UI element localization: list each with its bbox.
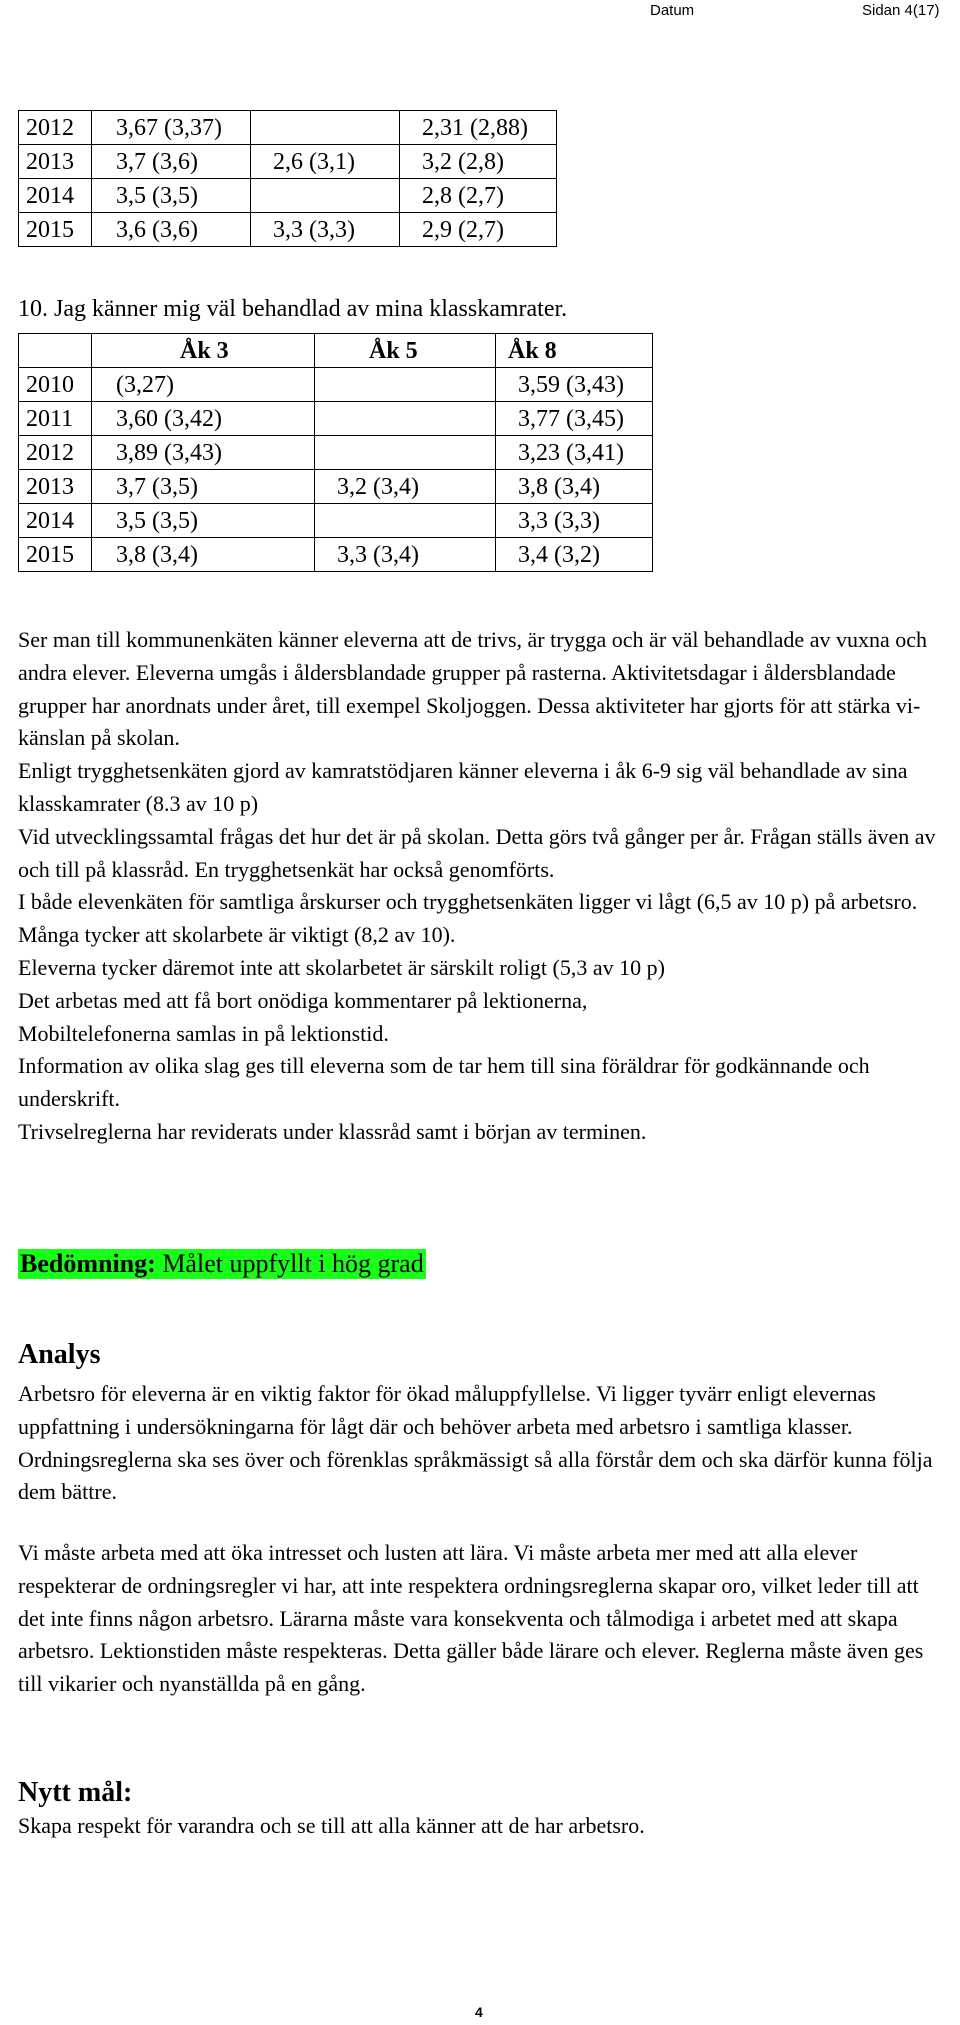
table-cell: 3,7 (3,5) bbox=[92, 470, 315, 504]
table-cell: 3,3 (3,3) bbox=[251, 213, 400, 247]
table-row bbox=[19, 436, 653, 470]
paragraph: Det arbetas med att få bort onödiga kommentarer på lektionerna, bbox=[18, 987, 588, 1013]
table-row bbox=[19, 179, 557, 213]
table-cell: 2,31 (2,88) bbox=[400, 111, 557, 145]
table-cell-year: 2011 bbox=[19, 402, 92, 436]
page-number: 4 bbox=[475, 2004, 483, 2020]
table-cell bbox=[315, 504, 496, 538]
nytt-mal-heading: Nytt mål: bbox=[18, 1777, 133, 1808]
table-row bbox=[19, 470, 653, 504]
table-header-cell: Åk 5 bbox=[315, 334, 496, 368]
assessment-highlight bbox=[18, 1249, 426, 1279]
table-cell-year: 2014 bbox=[19, 504, 92, 538]
table-cell: 3,2 (2,8) bbox=[400, 145, 557, 179]
table-cell: 3,6 (3,6) bbox=[92, 213, 251, 247]
table-cell: 3,89 (3,43) bbox=[92, 436, 315, 470]
paragraph: Trivselreglerna har reviderats under klassråd samt i början av terminen. bbox=[18, 1118, 647, 1144]
table-cell: (3,27) bbox=[92, 368, 315, 402]
table-cell: 3,5 (3,5) bbox=[92, 179, 251, 213]
table-cell: 3,60 (3,42) bbox=[92, 402, 315, 436]
question-10: 10. Jag känner mig väl behandlad av mina klasskamrater. bbox=[18, 296, 568, 322]
table-cell: 3,8 (3,4) bbox=[496, 470, 653, 504]
table-cell-year: 2015 bbox=[19, 538, 92, 572]
paragraph: I både elevenkäten för samtliga årskurser och trygghetsenkäten ligger vi lågt (6,5 av 10 p) på arbetsro. Många tycker att skolarbete är viktigt (8,2 av 10). bbox=[18, 889, 918, 948]
table-cell: 3,4 (3,2) bbox=[496, 538, 653, 572]
assessment-label: Bedömning: bbox=[20, 1249, 156, 1278]
table-cell bbox=[251, 179, 400, 213]
table-cell-year: 2012 bbox=[19, 111, 92, 145]
table-cell: 3,2 (3,4) bbox=[315, 470, 496, 504]
paragraph: Vid utvecklingssamtal frågas det hur det är på skolan. Detta görs två gånger per år. Frågan ställs även av och till på klassråd. En trygghetsenkät har också genomförts. bbox=[18, 823, 936, 882]
table-cell-year: 2012 bbox=[19, 436, 92, 470]
table-cell-year: 2014 bbox=[19, 179, 92, 213]
table-row bbox=[19, 402, 653, 436]
table-cell bbox=[251, 111, 400, 145]
header-date-label: Datum bbox=[650, 2, 695, 19]
table-cell: 3,23 (3,41) bbox=[496, 436, 653, 470]
table-cell bbox=[315, 368, 496, 402]
table-cell: 3,77 (3,45) bbox=[496, 402, 653, 436]
header-page-label: Sidan 4(17) bbox=[862, 2, 940, 19]
paragraph: Eleverna tycker däremot inte att skolarbetet är särskilt roligt (5,3 av 10 p) bbox=[18, 954, 665, 980]
results-table-1 bbox=[18, 110, 557, 247]
table-row bbox=[19, 145, 557, 179]
table-row bbox=[19, 368, 653, 402]
table-cell: 2,9 (2,7) bbox=[400, 213, 557, 247]
table-row bbox=[19, 213, 557, 247]
table-cell-year: 2013 bbox=[19, 145, 92, 179]
nytt-mal-text: Skapa respekt för varandra och se till att alla känner att de har arbetsro. bbox=[18, 1813, 645, 1838]
paragraph: Ser man till kommunenkäten känner eleverna att de trivs, är trygga och är väl behandlade av vuxna och andra elever. Eleverna umgås i åldersblandade grupper på rasterna. Aktivitetsdagar i åldersblandade grupper har anordnats under året, till exempel Skoljoggen. Dessa aktiviteter har gjorts för att stärka vi-känslan på skolan. bbox=[18, 627, 927, 751]
table-cell bbox=[315, 436, 496, 470]
results-table-2 bbox=[18, 333, 653, 572]
table-cell: 3,59 (3,43) bbox=[496, 368, 653, 402]
table-cell: 2,8 (2,7) bbox=[400, 179, 557, 213]
table-header-cell: Åk 8 bbox=[496, 334, 653, 368]
table-cell: 3,3 (3,3) bbox=[496, 504, 653, 538]
table-cell-year: 2015 bbox=[19, 213, 92, 247]
analys-paragraph-2: Vi måste arbeta med att öka intresset och lusten att lära. Vi måste arbeta mer med att alla elever respekterar de ordningsregler vi har, att inte respektera ordningsreglerna skapar oro, vilket leder till att det inte finns någon arbetsro. Lärarna måste vara konsekventa och tålmodiga i arbetet med att skapa arbetsro. Lektionstiden måste respekteras. Detta gäller både lärare och elever. Reglerna måste även ges till vikarier och nyanställda på en gång. bbox=[18, 1540, 924, 1697]
table-header-cell bbox=[19, 334, 92, 368]
table-row bbox=[19, 504, 653, 538]
assessment-value: Målet uppfyllt i hög grad bbox=[155, 1249, 424, 1278]
table-row bbox=[19, 538, 653, 572]
table-cell: 3,3 (3,4) bbox=[315, 538, 496, 572]
paragraph: Information av olika slag ges till eleverna som de tar hem till sina föräldrar för godkännande och underskrift. bbox=[18, 1053, 870, 1112]
table-cell: 3,5 (3,5) bbox=[92, 504, 315, 538]
analys-paragraph-1: Arbetsro för eleverna är en viktig faktor för ökad måluppfyllelse. Vi ligger tyvärr enligt elevernas uppfattning i undersökningarna för lågt där och behöver arbeta med arbetsro i samtliga klasser. Ordningsreglerna ska ses över och förenklas språkmässigt så alla förstår dem och ska därför kunna följa dem bättre. bbox=[18, 1381, 933, 1505]
table-row bbox=[19, 111, 557, 145]
table-cell: 3,67 (3,37) bbox=[92, 111, 251, 145]
paragraph: Mobiltelefonerna samlas in på lektionstid. bbox=[18, 1020, 389, 1046]
table-cell-year: 2013 bbox=[19, 470, 92, 504]
table-header-cell: Åk 3 bbox=[92, 334, 315, 368]
paragraph: Enligt trygghetsenkäten gjord av kamratstödjaren känner eleverna i åk 6-9 sig väl behandlade av sina klasskamrater (8.3 av 10 p) bbox=[18, 758, 908, 816]
page-header bbox=[0, 0, 960, 22]
table-header-row bbox=[19, 334, 653, 368]
table-cell: 2,6 (3,1) bbox=[251, 145, 400, 179]
analys-heading: Analys bbox=[18, 1339, 101, 1370]
table-cell: 3,8 (3,4) bbox=[92, 538, 315, 572]
table-cell bbox=[315, 402, 496, 436]
survey-results-text bbox=[18, 624, 943, 1149]
table-cell: 3,7 (3,6) bbox=[92, 145, 251, 179]
table-cell-year: 2010 bbox=[19, 368, 92, 402]
